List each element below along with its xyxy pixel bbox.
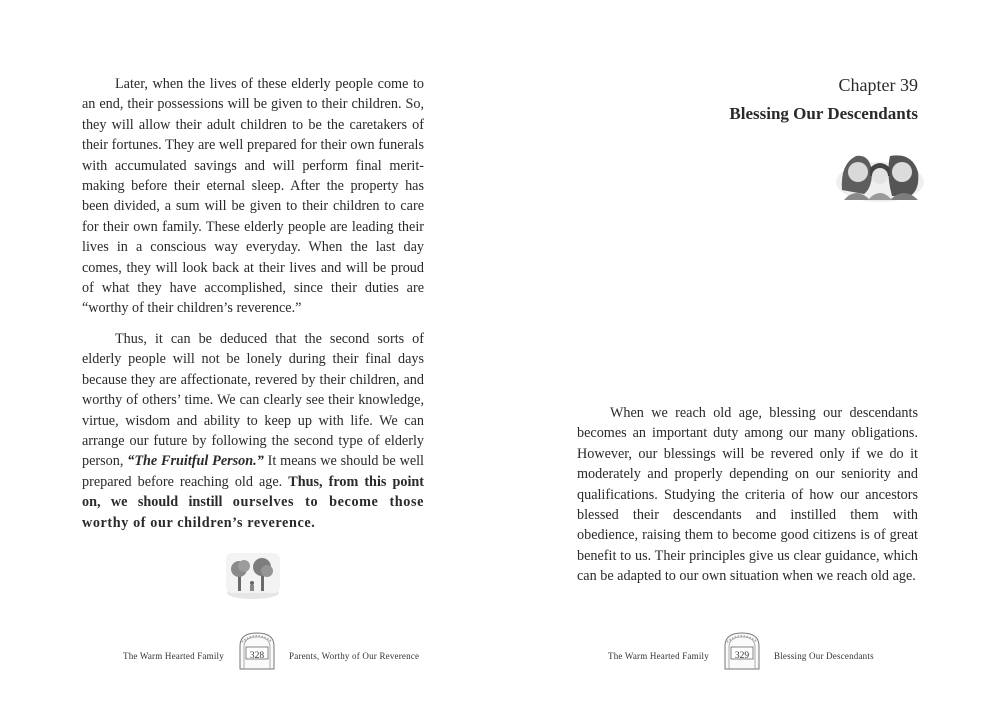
- chapter-title: Blessing Our Descendants: [729, 104, 918, 123]
- footer-book-title: The Warm Hearted Family: [123, 651, 224, 661]
- paragraph-2-part-1: Thus, it can be deduced that the second sorts of elderly people will not be lonely during their final days because they are affectionate, revered by their children, and worthy of others’ time. We can clearly see their knowledge, virtue, wisdom and ability to keep up with life. We can arrange our future by following the second type of elderly person,: [82, 331, 424, 470]
- footer-chapter-title-right: Blessing Our Descendants: [774, 651, 874, 661]
- left-paragraph-2: [82, 329, 424, 533]
- footer-book-title-right: The Warm Hearted Family: [608, 651, 709, 661]
- chapter-label: Chapter 39: [838, 75, 918, 95]
- arch-page-frame-icon: [722, 630, 762, 670]
- trees-illustration-icon: [223, 549, 283, 601]
- right-page: [500, 0, 1000, 707]
- fruitful-person-emphasis: “The Fruitful Person.”: [127, 453, 264, 470]
- footer-chapter-title-left: Parents, Worthy of Our Reverence: [289, 651, 420, 661]
- right-paragraph-1: [577, 403, 918, 587]
- right-page-number: 329: [734, 651, 750, 661]
- left-page-number: 328: [249, 651, 265, 661]
- paragraph-2-part-2: It means we should be well prepared before reaching old age.: [82, 453, 424, 490]
- paragraph-2-bold-1: Thus, from this point on, we should instill: [82, 473, 424, 511]
- right-paragraph-1-text: When we reach old age, blessing our descendants becomes an important duty among our many obligations. However, our blessings will be revered only if we do it moderately and properly depending on our seniority and qualifications. Studying the criteria of how our ancestors blessed their descendants and instilled them with obedience, raising them to become good citizens is of great benefit to us. Their principles give us clear guidance, which can be adapted to our own situation when we reach old age.: [577, 405, 918, 585]
- arch-page-frame-icon: [237, 630, 277, 670]
- left-paragraph-2-text: [82, 329, 424, 533]
- paragraph-2-bold-2: ourselves to become those worthy of our children’s reverence.: [82, 494, 424, 531]
- family-illustration-icon: [834, 142, 926, 204]
- left-paragraph-1-text: Later, when the lives of these elderly people come to an end, their possessions will be given to their children. So, they will allow their adult children to be the caretakers of their fortunes. They are well prepared for their own funerals with accumulated savings and will perform final merit-making before their eternal sleep. After the property has been divided, a sum will be given to their children to care for their own family. These elderly people are leading their lives in a conscious way everyday. When the last day comes, they will look back at their lives and will be proud of what they have accomplished, since their duties are “worthy of their children’s reverence.”: [82, 76, 424, 317]
- left-paragraph-1: [82, 74, 424, 319]
